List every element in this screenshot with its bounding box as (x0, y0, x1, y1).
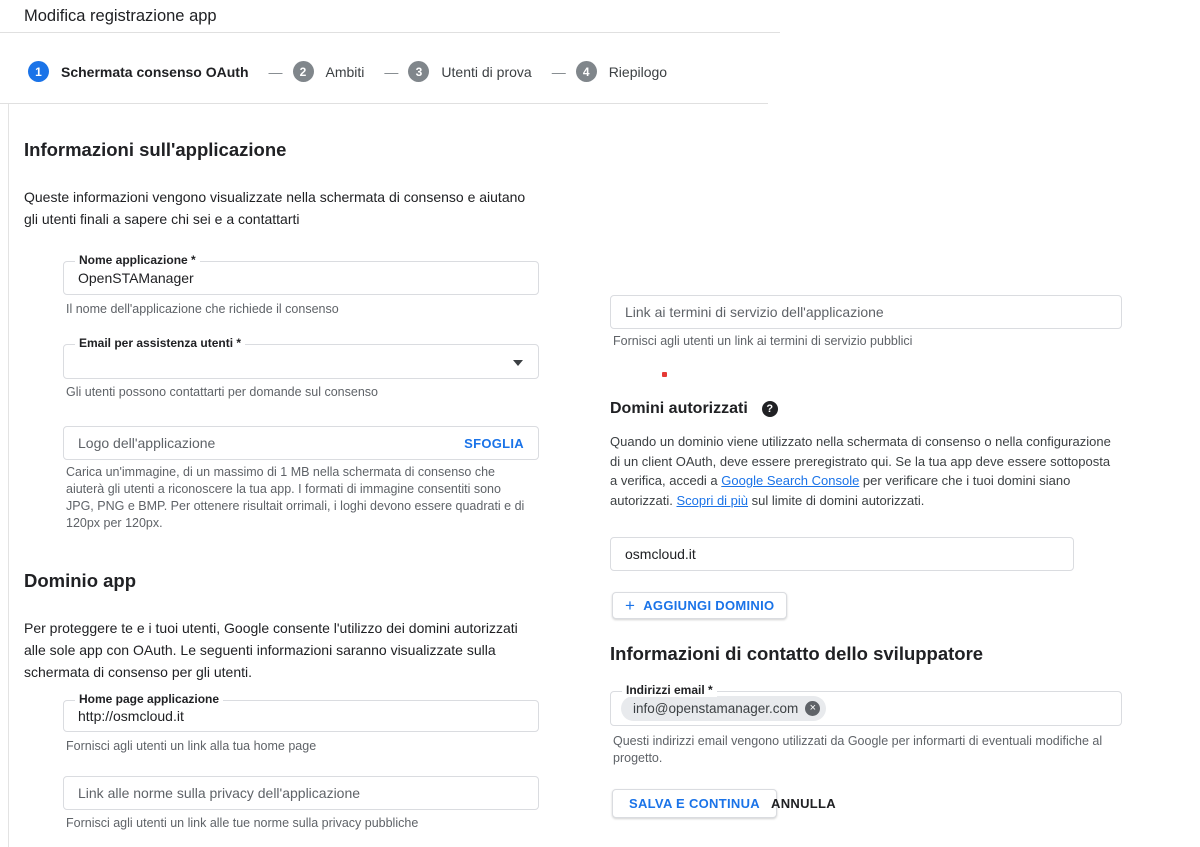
add-domain-button[interactable] (612, 592, 787, 619)
description-text: sul limite di domini autorizzati. (748, 492, 925, 508)
tab-ambiti[interactable]: Ambiti (325, 63, 365, 80)
authorized-domains-heading (610, 400, 778, 418)
step-separator: — (384, 63, 399, 80)
scopri-di-piu-link[interactable]: Scopri di più (676, 492, 749, 508)
stepper-divider (0, 103, 768, 104)
developer-contact-heading: Informazioni di contatto dello sviluppatore (610, 643, 984, 664)
step-separator: — (268, 63, 283, 80)
step-separator: — (551, 63, 566, 80)
description-text: per verificare che i tuoi domini siano autorizzati. (610, 473, 1071, 508)
privacy-link-input[interactable] (64, 777, 538, 809)
homepage-helper: Fornisci agli utenti un link alla tua home page (66, 739, 317, 753)
authorized-domains-title: Domini autorizzati (610, 400, 748, 417)
cancel-button[interactable]: ANNULLA (763, 789, 844, 818)
developer-emails-helper: Questi indirizzi email vengono utilizzati da Google per informarti di eventuali modifiche al progetto. (613, 734, 1103, 765)
step-2-circle: 2 (293, 61, 314, 82)
homepage-label: Home page applicazione (75, 692, 223, 706)
app-name-helper: Il nome dell'applicazione che richiede il consenso (66, 302, 339, 316)
chevron-down-icon[interactable] (513, 360, 523, 366)
google-search-console-link[interactable]: Google Search Console (721, 473, 860, 488)
browse-button[interactable]: SFOGLIA (464, 435, 524, 451)
app-logo-helper: Carica un'immagine, di un massimo di 1 MB nella schermata di consenso che aiuterà gli utenti a riconoscere la tua app. I formati di immagine consentiti sono JPG, PNG e BMP. Per ottenere risultait orrimali, i loghi devono essere quadrati e di 120px per 120px. (66, 465, 525, 530)
developer-emails-label: Indirizzi email * (622, 683, 717, 697)
authorized-domains-description (610, 432, 1118, 510)
step-1-circle: 1 (28, 61, 49, 82)
app-logo-field[interactable] (63, 426, 539, 460)
email-chip[interactable] (621, 696, 826, 721)
terms-link-input[interactable] (611, 296, 1121, 328)
help-icon[interactable]: ? (762, 401, 778, 417)
save-and-continue-button[interactable]: SALVA E CONTINUA (612, 789, 777, 818)
header-divider (0, 32, 780, 33)
support-email-select[interactable] (63, 336, 539, 379)
step-4-circle: 4 (576, 61, 597, 82)
app-name-field[interactable] (63, 253, 539, 295)
required-marker-icon (662, 372, 667, 377)
support-email-label: Email per assistenza utenti * (75, 336, 245, 350)
app-domain-description: Per proteggere te e i tuoi utenti, Google consente l'utilizzo dei domini autorizzati alle sole app con OAuth. Le seguenti informazioni saranno visualizzate sulla schermata di consenso per gli utenti. (24, 620, 518, 680)
plus-icon: + (625, 596, 636, 615)
page-title: Modifica registrazione app (24, 7, 217, 25)
description-text: Quando un dominio viene utilizzato nella schermata di consenso o nella configurazione di un client OAuth, deve essere preregistrato qui. Se la tua app deve essere sottoposta a verifica, accedi a (610, 434, 1111, 488)
remove-email-icon[interactable]: × (805, 701, 820, 716)
tab-schermata-consenso-oauth[interactable]: Schermata consenso OAuth (61, 63, 249, 80)
authorized-domain-field[interactable] (610, 537, 1074, 571)
authorized-domain-input[interactable] (611, 538, 1073, 570)
terms-link-field[interactable] (610, 295, 1122, 329)
developer-emails-field[interactable] (610, 683, 1122, 726)
email-chip-text: info@openstamanager.com (633, 701, 799, 716)
terms-link-helper: Fornisci agli utenti un link ai termini di servizio pubblici (613, 334, 913, 348)
app-info-description: Queste informazioni vengono visualizzate nella schermata di consenso e aiutano gli utenti finali a sapere chi sei e a contattarti (24, 189, 526, 227)
app-domain-heading: Dominio app (24, 570, 137, 591)
step-3-circle: 3 (408, 61, 429, 82)
privacy-link-field[interactable] (63, 776, 539, 810)
tab-riepilogo[interactable]: Riepilogo (608, 63, 668, 80)
add-domain-label: AGGIUNGI DOMINIO (643, 598, 775, 613)
app-info-heading: Informazioni sull'applicazione (24, 139, 287, 160)
homepage-field[interactable] (63, 692, 539, 732)
app-name-label: Nome applicazione * (75, 253, 200, 267)
tab-utenti-di-prova[interactable]: Utenti di prova (441, 63, 532, 80)
support-email-helper: Gli utenti possono contattarti per domande sul consenso (66, 385, 378, 399)
content-left-border (8, 104, 9, 847)
stepper (28, 61, 677, 82)
privacy-link-helper: Fornisci agli utenti un link alle tue norme sulla privacy pubbliche (66, 816, 419, 830)
